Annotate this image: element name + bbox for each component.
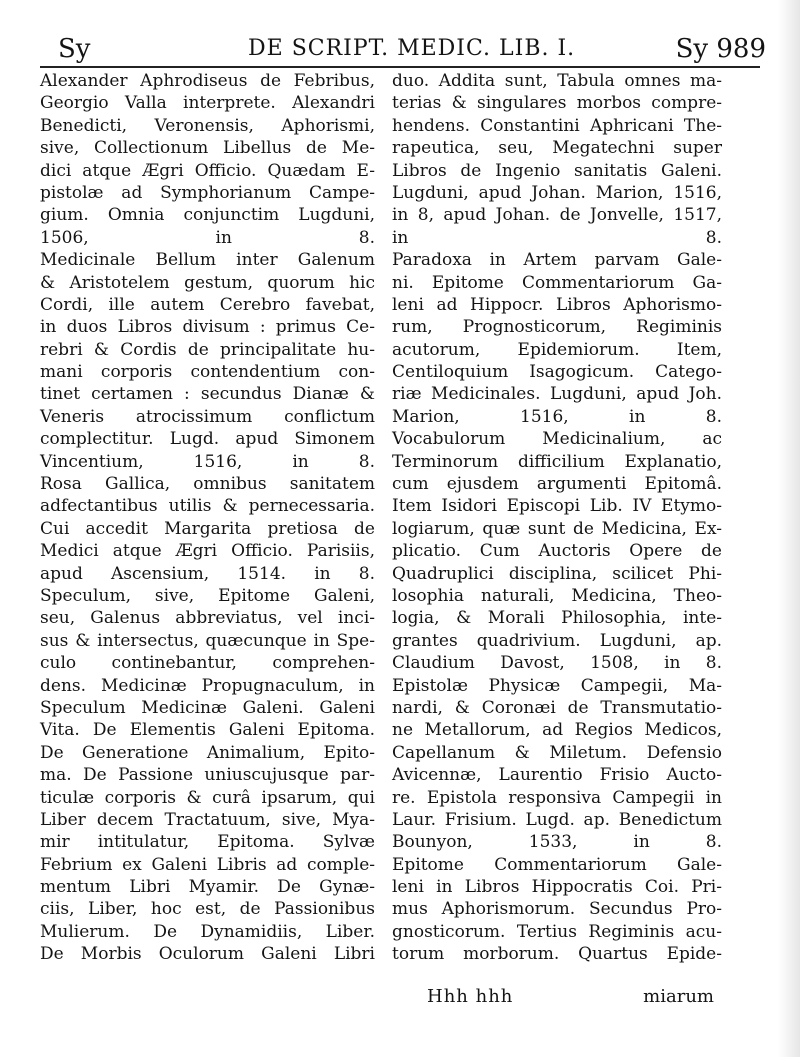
text-line: sive, Collectionum Libellus de Me- — [40, 138, 375, 159]
text-line: Cordi, ille autem Cerebro favebat, — [40, 294, 375, 315]
text-line: & Aristotelem gestum, quorum hic — [40, 272, 375, 293]
text-line: 1506, in 8. — [40, 227, 375, 248]
text-line: gium. Omnia conjunctim Lugduni, — [40, 205, 375, 226]
text-line: seu, Galenus abbreviatus, vel inci- — [40, 608, 375, 629]
text-line: acutorum, Epidemiorum. Item, — [392, 339, 722, 360]
text-line: Lugduni, apud Johan. Marion, 1516, — [392, 182, 722, 203]
header-rule — [40, 66, 760, 68]
text-line: losophia naturali, Medicina, Theo- — [392, 585, 722, 606]
text-line: Liber decem Tractatuum, sive, Mya- — [40, 809, 375, 830]
text-line: Paradoxa in Artem parvam Gale- — [392, 250, 722, 271]
text-line: Vita. De Elementis Galeni Epitoma. — [40, 720, 375, 741]
page-footer — [392, 986, 722, 1012]
header-page-number: Sy 989 — [675, 34, 766, 64]
text-line: Speculum Medicinæ Galeni. Galeni — [40, 697, 375, 718]
text-line: re. Epistola responsiva Campegii in — [392, 787, 722, 808]
text-line: Avicennæ, Laurentio Frisio Aucto- — [392, 765, 722, 786]
text-line: duo. Addita sunt, Tabula omnes ma- — [392, 71, 722, 91]
text-line: cum ejusdem argumenti Epitomâ. — [392, 474, 722, 495]
text-line: pistolæ ad Symphorianum Campe- — [40, 182, 375, 203]
text-line: Medicinale Bellum inter Galenum — [40, 250, 375, 271]
text-line: logia, & Morali Philosophia, inte- — [392, 608, 722, 629]
text-line: Speculum, sive, Epitome Galeni, — [40, 585, 375, 606]
text-line: Alexander Aphrodiseus de Febribus, — [40, 71, 375, 91]
text-line: Laur. Frisium. Lugd. ap. Benedictum — [392, 809, 722, 830]
text-line: terias & singulares morbos compre- — [392, 93, 722, 114]
text-line: tinet certamen : secundus Dianæ & — [40, 384, 375, 405]
text-line: Veneris atrocissimum conflictum — [40, 406, 375, 427]
page-edge-shadow — [778, 0, 800, 1057]
left-column — [40, 70, 375, 966]
text-line: culo continebantur, comprehen- — [40, 653, 375, 674]
text-line: mir intitulatur, Epitoma. Sylvæ — [40, 832, 375, 853]
text-line: rum, Prognosticorum, Regiminis — [392, 317, 722, 338]
text-line: ticulæ corporis & curâ ipsarum, qui — [40, 787, 375, 808]
text-line: Terminorum difficilium Explanatio, — [392, 451, 722, 472]
text-line: ne Metallorum, ad Regios Medicos, — [392, 720, 722, 741]
text-line: sus & intersectus, quæcunque in Spe- — [40, 630, 375, 651]
header-title: DE SCRIPT. MEDIC. LIB. I. — [248, 36, 576, 61]
text-line: Georgio Valla interprete. Alexandri — [40, 93, 375, 114]
text-line: Item Isidori Episcopi Lib. IV Etymo- — [392, 496, 722, 517]
text-line: dici atque Ægri Officio. Quædam E- — [40, 160, 375, 181]
text-line: logiarum, quæ sunt de Medicina, Ex- — [392, 518, 722, 539]
text-line: dens. Medicinæ Propugnaculum, in — [40, 675, 375, 696]
signature-mark: Hhh hhh — [427, 986, 514, 1007]
text-line: rapeutica, seu, Megatechni super — [392, 138, 722, 159]
right-column — [392, 70, 722, 966]
text-line: in 8, apud Johan. de Jonvelle, 1517, — [392, 205, 722, 226]
text-line: hendens. Constantini Aphricani The- — [392, 115, 722, 136]
text-line: riæ Medicinales. Lugduni, apud Joh. — [392, 384, 722, 405]
text-line: in duos Libros divisum : primus Ce- — [40, 317, 375, 338]
text-line: adfectantibus utilis & pernecessaria. — [40, 496, 375, 517]
text-line: De Morbis Oculorum Galeni Libri — [40, 944, 375, 965]
text-line: Epitome Commentariorum Gale- — [392, 854, 722, 875]
text-line: ni. Epitome Commentariorum Ga- — [392, 272, 722, 293]
text-line: Libros de Ingenio sanitatis Galeni. — [392, 160, 722, 181]
text-line: Capellanum & Miletum. Defensio — [392, 742, 722, 763]
text-line: Claudium Davost, 1508, in 8. — [392, 653, 722, 674]
text-line: Benedicti, Veronensis, Aphorismi, — [40, 115, 375, 136]
text-line: Marion, 1516, in 8. — [392, 406, 722, 427]
text-line: apud Ascensium, 1514. in 8. — [40, 563, 375, 584]
text-line: ma. De Passione uniuscujusque par- — [40, 765, 375, 786]
text-line: mani corporis contendentium con- — [40, 362, 375, 383]
text-line: Cui accedit Margarita pretiosa de — [40, 518, 375, 539]
text-line: Quadruplici disciplina, scilicet Phi- — [392, 563, 722, 584]
text-line: Mulierum. De Dynamidiis, Liber. — [40, 921, 375, 942]
text-line: mentum Libri Myamir. De Gynæ- — [40, 877, 375, 898]
text-line: grantes quadrivium. Lugduni, ap. — [392, 630, 722, 651]
text-line: gnosticorum. Tertius Regiminis acu- — [392, 921, 722, 942]
text-line: Rosa Gallica, omnibus sanitatem — [40, 474, 375, 495]
text-line: leni ad Hippocr. Libros Aphorismo- — [392, 294, 722, 315]
text-line: torum morborum. Quartus Epide- — [392, 944, 722, 965]
header-left: Sy — [58, 34, 91, 64]
text-line: in 8. — [392, 227, 722, 248]
text-line: Vocabulorum Medicinalium, ac — [392, 429, 722, 450]
text-line: Medici atque Ægri Officio. Parisiis, — [40, 541, 375, 562]
text-line: Epistolæ Physicæ Campegii, Ma- — [392, 675, 722, 696]
text-line: complectitur. Lugd. apud Simonem — [40, 429, 375, 450]
text-line: De Generatione Animalium, Epito- — [40, 742, 375, 763]
text-line: mus Aphorismorum. Secundus Pro- — [392, 899, 722, 920]
running-header — [38, 30, 770, 66]
text-line: rebri & Cordis de principalitate hu- — [40, 339, 375, 360]
catchword: miarum — [643, 986, 714, 1007]
text-line: ciis, Liber, hoc est, de Passionibus — [40, 899, 375, 920]
text-line: leni in Libros Hippocratis Coi. Pri- — [392, 877, 722, 898]
text-line: Bounyon, 1533, in 8. — [392, 832, 722, 853]
text-line: Vincentium, 1516, in 8. — [40, 451, 375, 472]
text-line: Febrium ex Galeni Libris ad comple- — [40, 854, 375, 875]
text-line: Centiloquium Isagogicum. Catego- — [392, 362, 722, 383]
text-line: plicatio. Cum Auctoris Opere de — [392, 541, 722, 562]
text-line: nardi, & Coronæi de Transmutatio- — [392, 697, 722, 718]
